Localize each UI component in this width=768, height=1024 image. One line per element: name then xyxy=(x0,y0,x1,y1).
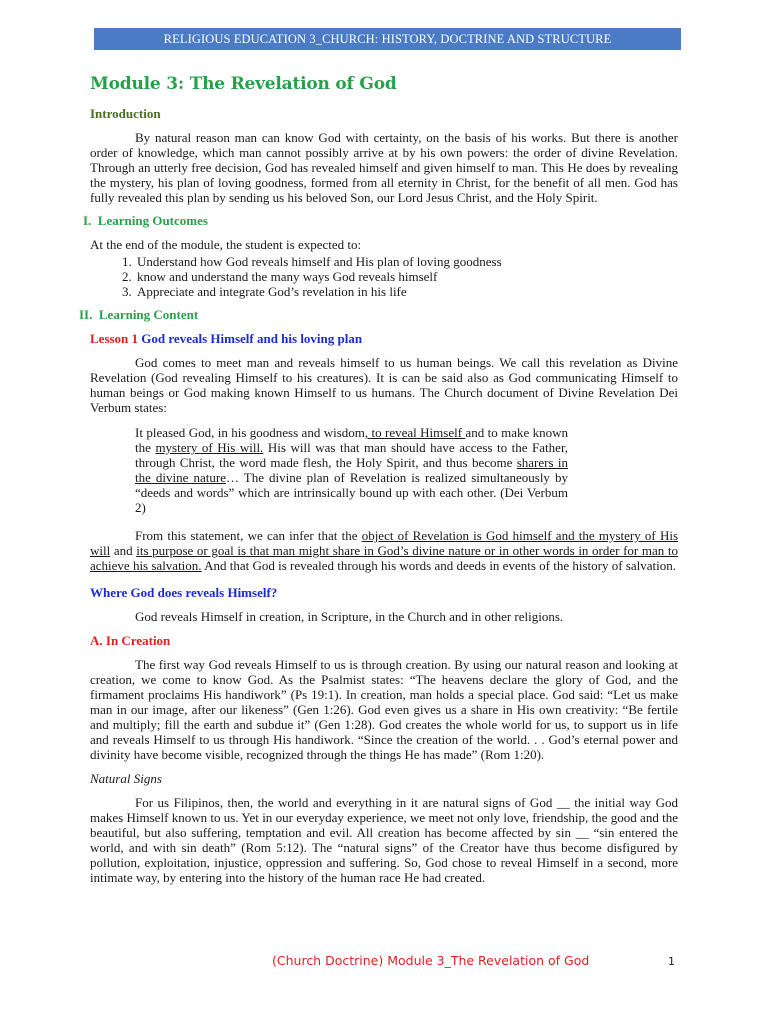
creation-heading: A. In Creation xyxy=(90,633,171,648)
outcomes-intro: At the end of the module, the student is expected to: xyxy=(90,237,362,252)
where-paragraph: God reveals Himself in creation, in Scripture, in the Church and in other religions. xyxy=(135,609,564,624)
quote-text: … The divine plan of Revelation is realized simultaneously by “deeds and words” which are intrinsically bound up with each other. (Dei Verbum 2) xyxy=(135,470,568,515)
intro-paragraph: By natural reason man can know God with certainty, on the basis of his works. But there is another order of knowledge, which man cannot possibly arrive at by his own powers: the order of divine Revelation. Through an utterly free decision, God has revealed himself and given himself to man. This He does by revealing the mystery, his plan of loving goodness, formed from all eternity in Christ, for the benefit of all men. God has fully revealed this plan by sending us his beloved Son, our Lord Jesus Christ, and the Holy Spirit. xyxy=(90,130,678,205)
inference-underline: its purpose or goal is that man might share in God’s divine nature or in other words in order for man to achieve his salvation. xyxy=(90,543,678,573)
natural-signs-heading: Natural Signs xyxy=(90,771,162,786)
lesson-title: God reveals Himself and his loving plan xyxy=(141,331,363,346)
inference-underline: object of Revelation is God himself and the mystery of His will xyxy=(90,528,678,558)
natural-signs-paragraph: For us Filipinos, then, the world and everything in it are natural signs of God __ the initial way God makes Himself known to us. Yet in our everyday experience, we meet not only love, friendship, the good and the beautiful, but also suffering, temptation and evil. All creation has become affected by sin __ “sin entered the world, and with sin death” (Rom 5:12). The “natural signs” of the Creator have thus become disfigured by pollution, exploitation, injustice, oppression and suffering. So, God chose to reveal Himself in a second, more intimate way, by entering into the history of the human race He had created. xyxy=(90,795,678,885)
outcomes-number: I. xyxy=(83,213,92,228)
lesson-heading xyxy=(90,331,678,347)
inference-text: And that God is revealed through his words and deeds in events of the history of salvation. xyxy=(201,558,676,573)
content-number: II. xyxy=(79,307,93,322)
outcome-item: 2. know and understand the many ways God reveals himself xyxy=(135,269,678,284)
creation-paragraph: The first way God reveals Himself to us is through creation. By using our natural reason and looking at creation, we come to know God. As the Psalmist states: “The heavens declare the glory of God, and the firmament proclaims His handiwork” (Ps 19:1). In creation, man holds a special place. God said: “Let us make man in our image, after our likeness” (Gen 1:26). God even gives us a share in His own creativity: “Be fertile and multiply; fill the earth and subdue it” (Gen 1:28). God creates the whole world for us, to support us in life and reveals Himself to us through His handiwork. “Since the creation of the world. . . God’s eternal power and divinity have become visible, recognized through the things He has made” (Rom 1:20). xyxy=(90,657,678,762)
header-banner: RELIGIOUS EDUCATION 3_CHURCH: HISTORY, DOCTRINE AND STRUCTURE xyxy=(94,28,681,50)
where-heading: Where God does reveals Himself? xyxy=(90,585,278,600)
outcomes-title: Learning Outcomes xyxy=(97,213,208,228)
content-heading xyxy=(79,307,678,323)
quote-underline: , to reveal Himself xyxy=(364,425,466,440)
outcome-item: 1. Understand how God reveals himself and His plan of loving goodness xyxy=(135,254,678,269)
quote-text: It pleased God, in his goodness and wisdom xyxy=(135,425,365,440)
page-number: 1 xyxy=(668,955,675,968)
content-title: Learning Content xyxy=(98,307,199,322)
lesson-number: Lesson 1 xyxy=(90,331,139,346)
quote-underline: mystery of His will. xyxy=(155,440,264,455)
inference-paragraph xyxy=(90,528,678,573)
lesson-paragraph: God comes to meet man and reveals himself to us human beings. We call this revelation as Divine Revelation (God revealing Himself to his creatures). It is can be said also as God communicating Himself to human beings or God making known Himself to us humans. The Church document of Divine Revelation Dei Verbum states: xyxy=(90,355,678,415)
inference-text: and xyxy=(110,543,137,558)
quote-text: His will was that man should have access to the Father, through Christ, the word made flesh, the Holy Spirit, and thus become xyxy=(135,440,569,470)
page-title: Module 3: The Revelation of God xyxy=(90,74,397,94)
inference-text: From this statement, we can infer that the xyxy=(135,528,362,543)
outcomes-list xyxy=(90,254,678,299)
footer-text: (Church Doctrine) Module 3_The Revelation of God xyxy=(272,953,590,968)
quote-underline: sharers in the divine nature xyxy=(135,455,568,485)
document-body xyxy=(79,74,678,885)
intro-heading: Introduction xyxy=(90,106,161,121)
outcome-item: 3. Appreciate and integrate God’s revelation in his life xyxy=(135,284,678,299)
dei-verbum-quote xyxy=(135,425,568,515)
outcomes-heading xyxy=(83,213,678,229)
quote-text: and to make known the xyxy=(135,425,569,455)
